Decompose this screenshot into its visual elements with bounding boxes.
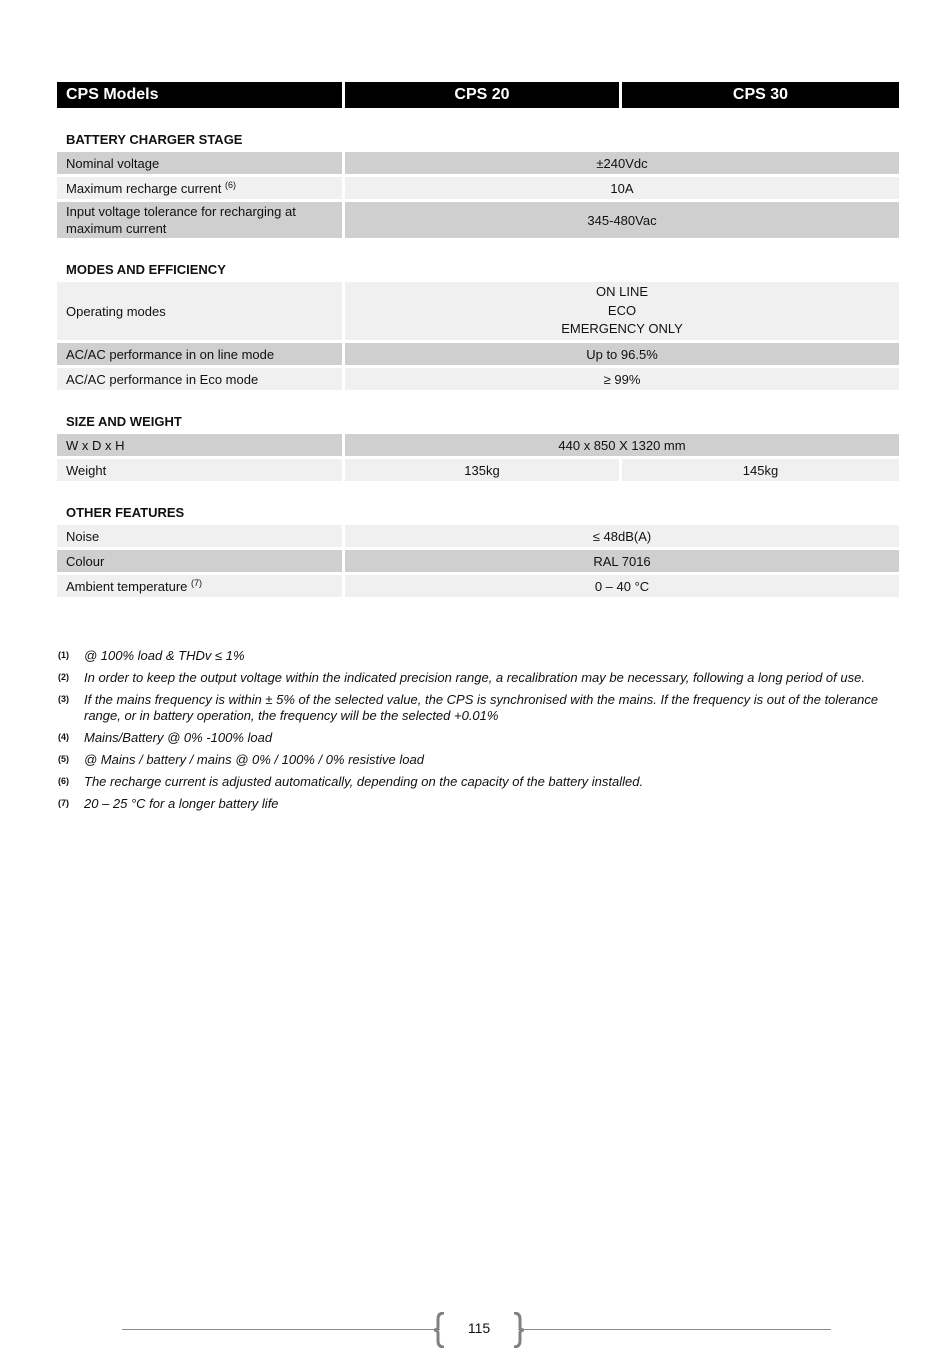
page-footer [0,1310,950,1350]
row-label: Operating modes [57,282,342,340]
row-label: Noise [57,525,342,547]
right-bracket-icon [511,1312,525,1348]
table-row [57,152,899,174]
row-value: Up to 96.5% [345,343,899,365]
footnote-number: (1) [58,650,69,660]
footnote-text: 20 – 25 °C for a longer battery life [84,796,279,811]
footnote [58,670,898,686]
row-value: 0 – 40 °C [345,575,899,597]
footnote-ref: (6) [224,179,236,190]
footnote [58,730,898,746]
footnote-number: (5) [58,754,69,764]
table-row [57,434,899,456]
footnote-text: @ Mains / battery / mains @ 0% / 100% / 0% resistive load [84,752,424,767]
section-size [57,393,899,431]
footnotes [58,648,898,818]
page-number: 115 [467,1320,491,1336]
row-label: Nominal voltage [57,152,342,174]
row-value [345,282,899,340]
table-row [57,368,899,390]
footnote [58,774,898,790]
row-label-text: Ambient temperature [66,578,188,594]
row-value: 440 x 850 X 1320 mm [345,434,899,456]
row-value: ±240Vdc [345,152,899,174]
row-label-line: Input voltage tolerance for recharging at [66,204,296,219]
row-value: ≥ 99% [345,368,899,390]
footnote-number: (4) [58,732,69,742]
row-value: 345-480Vac [345,202,899,238]
footnote-text: @ 100% load & THDv ≤ 1% [84,648,245,663]
section-title: MODES AND EFFICIENCY [66,262,226,277]
section-battery [57,111,899,149]
footnote-text: If the mains frequency is within ± 5% of the selected value, the CPS is synchronised with the mains. If the frequency is out of the tolerance range, or in battery operation, the frequency will be the selected +0.01% [84,692,879,723]
row-label-text: Maximum recharge current [66,180,222,196]
section-modes [57,241,899,279]
table-row [57,177,899,199]
section-title: SIZE AND WEIGHT [66,414,182,429]
spec-table [54,79,902,600]
row-label [57,575,342,597]
footer-divider-right [518,1329,831,1330]
row-value: ≤ 48dB(A) [345,525,899,547]
mode-value: ECO [607,302,637,318]
row-label [57,177,342,199]
row-label: Colour [57,550,342,572]
row-label: W x D x H [57,434,342,456]
footnote-number: (7) [58,798,69,808]
mode-value: ON LINE [595,284,648,300]
row-value-cps30: 145kg [622,459,899,481]
footer-divider-left [122,1329,440,1330]
footnote [58,648,898,664]
footnote-text: In order to keep the output voltage within the indicated precision range, a recalibration may be necessary, following a long period of use. [84,670,865,685]
footnote [58,692,898,724]
footnote-number: (6) [58,776,69,786]
header-cps30: CPS 30 [622,82,899,108]
section-title: OTHER FEATURES [66,505,185,520]
table-row [57,575,899,597]
row-label [57,202,342,238]
mode-value: EMERGENCY ONLY [561,321,683,337]
table-row [57,282,899,340]
footnote-ref: (7) [191,577,203,588]
row-label: AC/AC performance in on line mode [57,343,342,365]
footnote [58,752,898,768]
table-row [57,550,899,572]
row-value: 10A [345,177,899,199]
row-label: Weight [57,459,342,481]
header-models: CPS Models [57,82,342,108]
footnote [58,796,898,812]
footnote-number: (2) [58,672,69,682]
footnote-text: Mains/Battery @ 0% -100% load [84,730,273,745]
table-header-row [57,82,899,108]
row-value: RAL 7016 [345,550,899,572]
table-row [57,343,899,365]
table-row [57,459,899,481]
row-value-cps20: 135kg [345,459,619,481]
row-label: AC/AC performance in Eco mode [57,368,342,390]
row-label-line: maximum current [66,221,167,236]
section-title: BATTERY CHARGER STAGE [66,132,243,147]
header-cps20: CPS 20 [345,82,619,108]
section-other [57,484,899,522]
footnote-text: The recharge current is adjusted automatically, depending on the capacity of the battery installed. [84,774,644,789]
table-row [57,202,899,238]
footnote-number: (3) [58,694,69,704]
table-row [57,525,899,547]
